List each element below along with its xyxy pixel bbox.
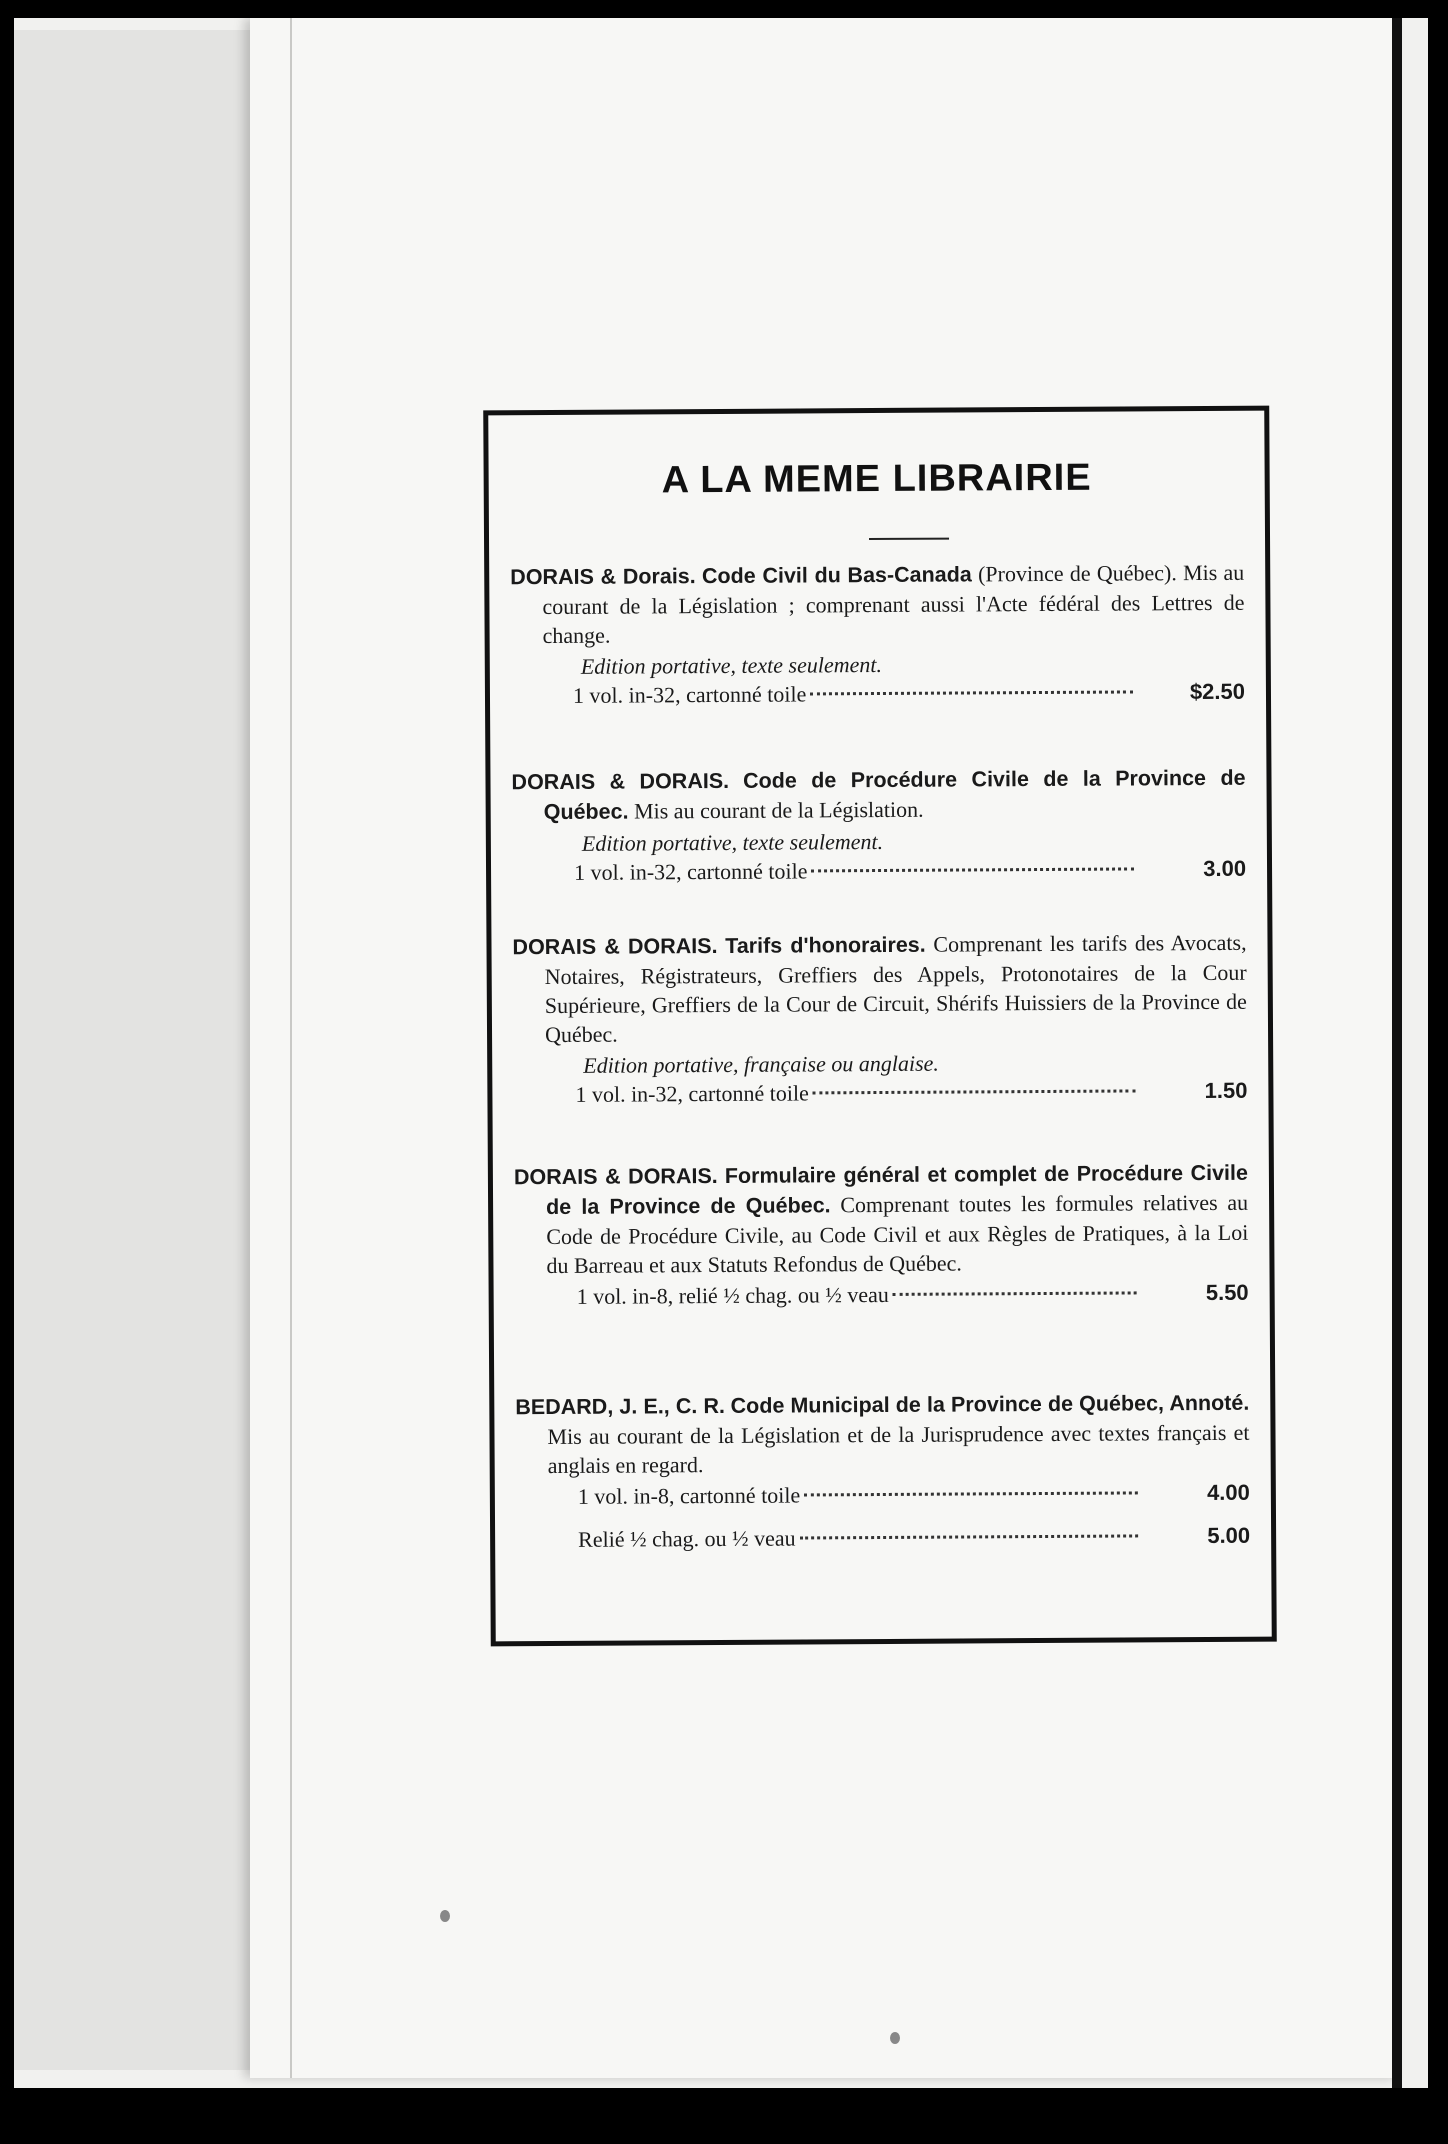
price-line xyxy=(513,1076,1247,1109)
entry-author: DORAIS & DORAIS. xyxy=(512,933,718,960)
entry-author: BEDARD, J. E., C. R. xyxy=(515,1393,726,1420)
entry-description: Mis au courant de la Législation et de la Jurisprudence avec textes français et anglais en regard. xyxy=(547,1419,1250,1479)
price-description: Relié ½ chag. ou ½ veau xyxy=(578,1525,796,1552)
paper-speck xyxy=(440,1910,450,1922)
dot-leader xyxy=(813,1089,1136,1094)
price-line xyxy=(512,854,1246,887)
dot-leader xyxy=(800,1534,1139,1539)
catalog-entry xyxy=(510,558,1245,710)
catalog-entry xyxy=(514,1158,1249,1311)
price-value: 1.50 xyxy=(1204,1077,1248,1104)
entry-edition: Edition portative, française ou anglaise. xyxy=(583,1050,939,1078)
price-value: 3.00 xyxy=(1203,855,1247,882)
price-line xyxy=(515,1278,1249,1311)
advertisement-title: A LA MEME LIBRAIRIE xyxy=(661,456,1092,502)
entry-work-title: Code de Procédure Civile de la Province de Québec. xyxy=(543,765,1246,825)
entry-work-title: Formulaire général et complet de Procédure Civile de la Province de Québec. xyxy=(546,1160,1248,1220)
entry-work-title: Code Municipal de la Province de Québec, Annoté. xyxy=(730,1390,1250,1418)
entry-author: DORAIS & DORAIS. xyxy=(511,768,730,795)
entry-work-title: Code Civil du Bas-Canada xyxy=(701,562,972,589)
entry-text xyxy=(511,763,1245,827)
entry-edition: Edition portative, texte seulement. xyxy=(580,651,883,679)
price-line xyxy=(511,677,1245,710)
entry-author: DORAIS & Dorais. xyxy=(510,564,696,590)
price-description: 1 vol. in-8, cartonné toile xyxy=(577,1482,801,1509)
entry-description: Comprenant toutes les formules relatives au Code de Procédure Civile, au Code Civil et aux Règles de Pratiques, à la Loi du Barreau et aux Statuts Refondus de Québec. xyxy=(546,1189,1249,1279)
price-description: 1 vol. in-32, cartonné toile xyxy=(573,858,808,885)
entry-text xyxy=(514,1158,1249,1280)
entry-description: Mis au courant de la Législation. xyxy=(633,796,924,824)
price-value: 5.00 xyxy=(1207,1522,1251,1549)
price-description: 1 vol. in-32, cartonné toile xyxy=(572,681,807,708)
dot-leader xyxy=(811,867,1134,872)
entry-description: (Province de Québec). Mis au courant de la Législation ; comprenant aussi l'Acte fédéral des Lettres de change. xyxy=(542,559,1245,649)
price-value: $2.50 xyxy=(1189,678,1246,705)
advertisement-box xyxy=(483,406,1277,1647)
dot-leader xyxy=(810,690,1133,695)
entry-text xyxy=(510,558,1245,650)
price-value: 4.00 xyxy=(1206,1479,1250,1506)
catalog-entry xyxy=(511,763,1246,887)
price-description: 1 vol. in-32, cartonné toile xyxy=(575,1080,809,1107)
catalog-entry xyxy=(512,928,1247,1109)
dot-leader xyxy=(804,1491,1138,1496)
catalog-entry xyxy=(515,1388,1250,1554)
dot-leader xyxy=(893,1291,1137,1295)
entry-text xyxy=(512,928,1247,1049)
entry-edition: Edition portative, texte seulement. xyxy=(581,828,884,856)
price-description: 1 vol. in-8, relié ½ chag. ou ½ veau xyxy=(576,1281,889,1309)
entry-text xyxy=(515,1388,1250,1480)
entry-work-title: Tarifs d'honoraires. xyxy=(725,932,926,958)
entry-author: DORAIS & DORAIS. xyxy=(513,1163,718,1190)
entry-description: Comprenant les tarifs des Avocats, Notaires, Régistrateurs, Greffiers des Appels, Protonotaires de la Cour Supérieure, Greffiers de la Cour de Circuit, Shérifs Huissiers de la Province de Québec. xyxy=(544,929,1247,1048)
price-value: 5.50 xyxy=(1205,1279,1249,1306)
price-line xyxy=(516,1521,1250,1554)
right-page-edge xyxy=(1392,18,1402,2088)
price-line xyxy=(516,1478,1250,1511)
paper-speck xyxy=(890,2032,900,2044)
